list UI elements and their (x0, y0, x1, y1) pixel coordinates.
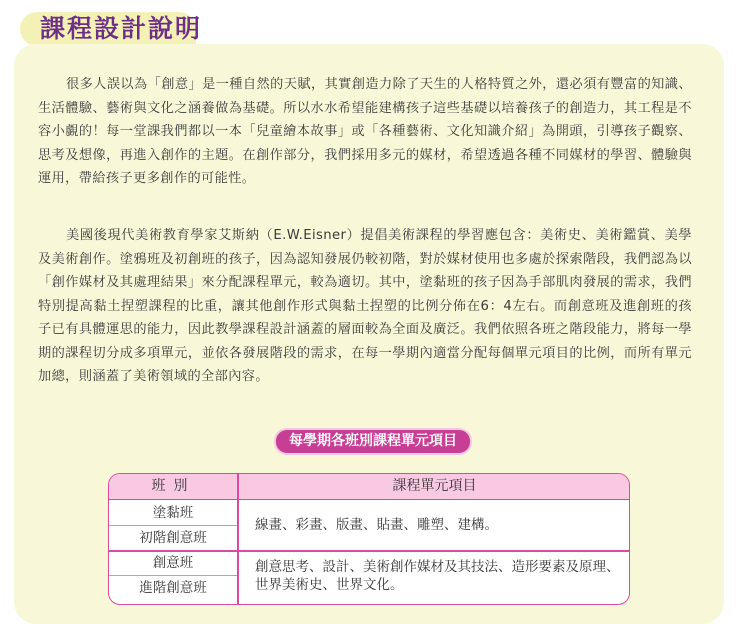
intro-paragraph: 很多人誤以為「創意」是一種自然的天賦，其實創造力除了天生的人格特質之外，還必須有豐富的知識、生活體驗、藝術與文化之涵養做為基礎。所以水水希望能建構孩子這些基礎以培養孩子的創造力，其工程是不容小覷的！每一堂課我們都以一本「兒童繪本故事」或「各種藝術、文化知識介紹」為開頭，引導孩子觀察、思考及想像，再進入創作的主題。在創作部分，我們採用多元的媒材，希望透過各種不同媒材的學習、體驗與運用，帶給孩子更多創作的可能性。 (38, 77, 692, 186)
header-class: 班別 (151, 478, 196, 494)
class-name: 創意班 (152, 555, 194, 571)
column-divider (237, 474, 239, 604)
header-units: 課程單元項目 (392, 478, 477, 494)
class-name: 塗黏班 (152, 505, 194, 521)
units-cell: 線畫、彩畫、版畫、貼畫、雕塑、建構。 (255, 517, 498, 533)
page-title-banner (20, 6, 220, 48)
units-cell: 創意思考、設計、美術創作媒材及其技法、造形要素及原理、世界美術史、世界文化。 (255, 559, 620, 593)
curriculum-paragraph: 美國後現代美術教育學家艾斯納（E.W.Eisner）提倡美術課程的學習應包含：美術史、美術鑑賞、美學及美術創作。塗鴉班及初創班的孩子，因為認知發展仍較初階，對於媒材使用也多處於探索階段，我們認為以「創作媒材及其處理結果」來分配課程單元，較為適切。其中，塗黏班的孩子因為手部肌肉發展的需求，我們特別提高黏土捏塑課程的比重，讓其他創作形式與黏土捏塑的比例分佈在6：4左右。而創意班及進創班的孩子已有具體運思的能力，因此教學課程設計涵蓋的層面較為全面及廣泛。我們依照各班之階段能力，將每一學期的課程切分成多項單元，並依各發展階段的需求，在每一學期內適當分配每個單元項目的比例，而所有單元加總，則涵蓋了美術領域的全部內容。 (38, 228, 692, 384)
table-title-badge: 每學期各班別課程單元項目 (274, 428, 472, 455)
class-name: 初階創意班 (139, 530, 207, 546)
page-title: 課程設計說明 (40, 14, 203, 43)
table-header-row (109, 474, 629, 500)
curriculum-table (108, 473, 630, 605)
class-name: 進階創意班 (139, 580, 207, 596)
